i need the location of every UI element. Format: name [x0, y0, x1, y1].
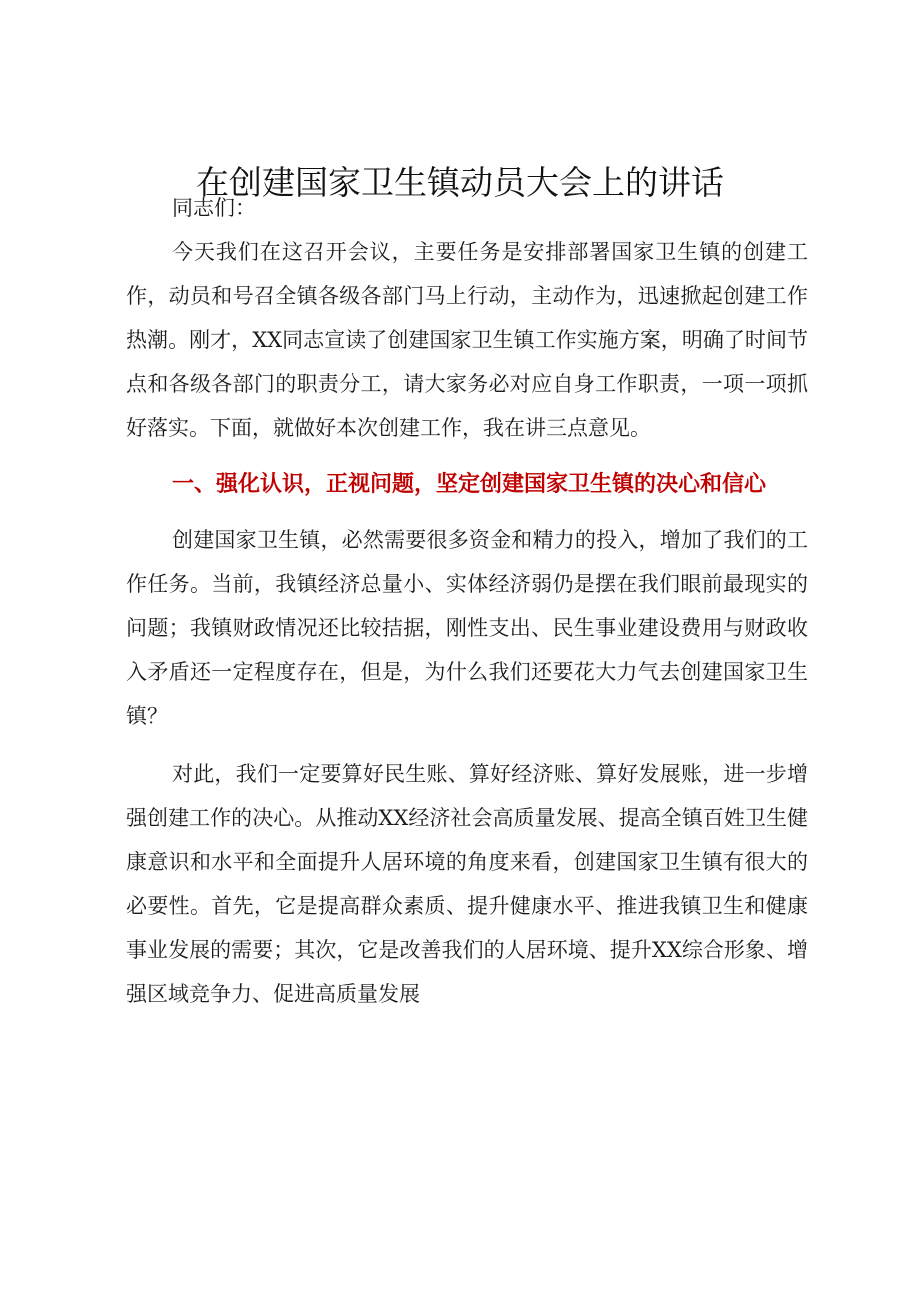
section1-paragraph-1: 创建国家卫生镇，必然需要很多资金和精力的投入，增加了我们的工作任务。当前，我镇经济总量小、实体经济弱仍是摆在我们眼前最现实的问题；我镇财政情况还比较拮据，刚性支出、民生事业建设费用与财政收入矛盾还一定程度存在，但是，为什么我们还要花大力气去创建国家卫生镇？	[126, 528, 808, 728]
greeting-line: 同志们：	[172, 196, 256, 220]
section-heading-1: 一、强化认识，正视问题，坚定创建国家卫生镇的决心和信心	[172, 472, 767, 497]
document-title: 在创建国家卫生镇动员大会上的讲话	[196, 163, 724, 202]
document-body	[126, 186, 808, 1016]
section1-paragraph-2: 对此，我们一定要算好民生账、算好经济账、算好发展账，进一步增强创建工作的决心。从推动XX经济社会高质量发展、提高全镇百姓卫生健康意识和水平和全面提升人居环境的角度来看，创建国家卫生镇有很大的必要性。首先，它是提高群众素质、提升健康水平、推进我镇卫生和健康事业发展的需要；其次，它是改善我们的人居环境、提升XX综合形象、增强区域竞争力、促进高质量发展	[126, 762, 808, 1006]
intro-paragraph: 今天我们在这召开会议，主要任务是安排部署国家卫生镇的创建工作，动员和号召全镇各级各部门马上行动，主动作为，迅速掀起创建工作热潮。刚才，XX同志宣读了创建国家卫生镇工作实施方案，明确了时间节点和各级各部门的职责分工，请大家务必对应自身工作职责，一项一项抓好落实。下面，就做好本次创建工作，我在讲三点意见。	[126, 240, 808, 440]
